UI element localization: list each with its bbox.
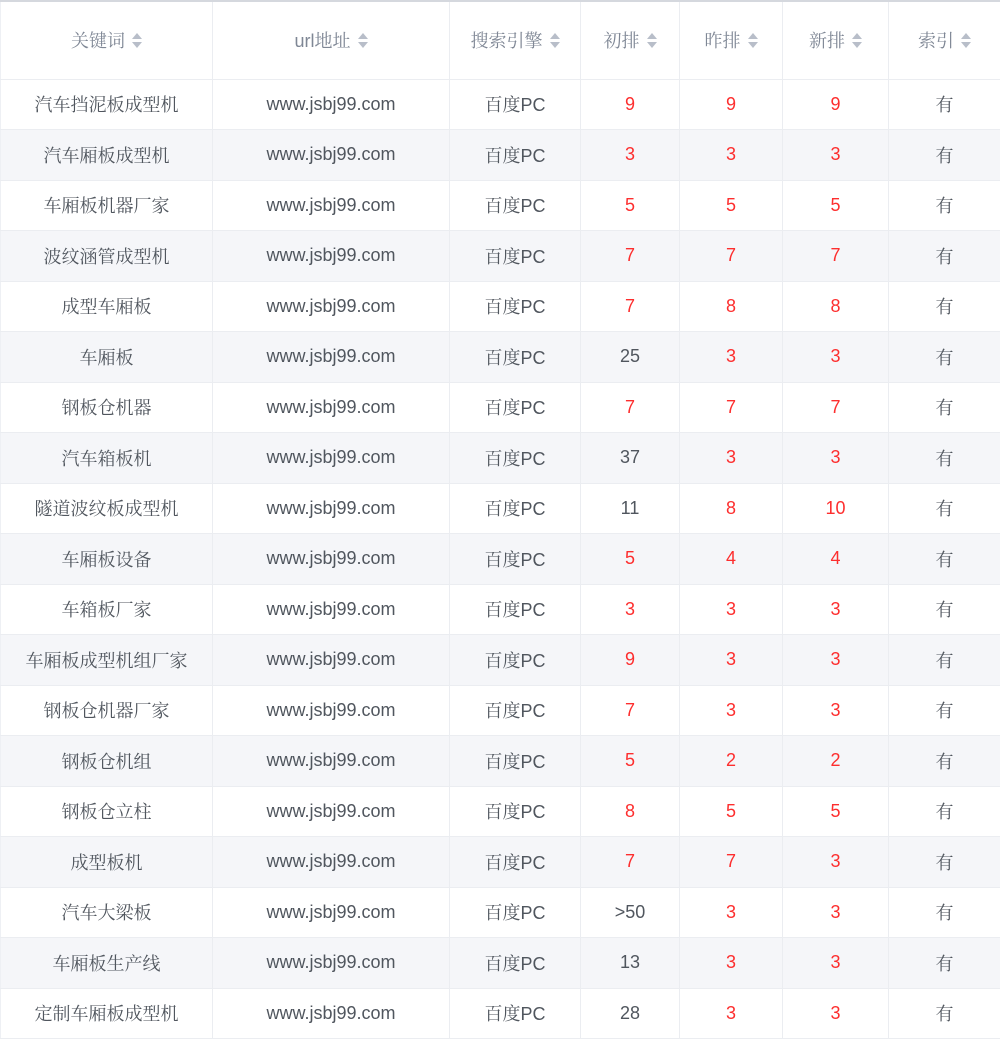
sort-ascending-icon[interactable] bbox=[852, 33, 862, 39]
initial-rank-cell: 9 bbox=[581, 79, 680, 130]
keyword-cell: 钢板仓机器厂家 bbox=[1, 685, 213, 736]
sort-icon[interactable] bbox=[132, 33, 142, 48]
keyword-cell: 成型板机 bbox=[1, 837, 213, 888]
table-row bbox=[1, 685, 1000, 736]
table-row bbox=[1, 938, 1000, 989]
new-rank-cell: 8 bbox=[783, 281, 889, 332]
engine-cell: 百度PC bbox=[450, 130, 581, 181]
yesterday-rank-cell: 3 bbox=[680, 685, 783, 736]
url-cell: www.jsbj99.com bbox=[213, 180, 450, 231]
column-label-url: url地址 bbox=[294, 31, 351, 52]
column-label-keyword: 关键词 bbox=[71, 31, 125, 52]
engine-cell: 百度PC bbox=[450, 837, 581, 888]
yesterday-rank-cell: 3 bbox=[680, 584, 783, 635]
sort-descending-icon[interactable] bbox=[358, 42, 368, 48]
table-row bbox=[1, 988, 1000, 1039]
keyword-cell: 车厢板成型机组厂家 bbox=[1, 635, 213, 686]
initial-rank-cell: 7 bbox=[581, 281, 680, 332]
initial-rank-cell: 37 bbox=[581, 433, 680, 484]
index-cell: 有 bbox=[889, 938, 1000, 989]
table-row bbox=[1, 79, 1000, 130]
index-cell: 有 bbox=[889, 281, 1000, 332]
column-header-engine[interactable] bbox=[450, 1, 581, 79]
table-row bbox=[1, 584, 1000, 635]
yesterday-rank-cell: 2 bbox=[680, 736, 783, 787]
column-header-url[interactable] bbox=[213, 1, 450, 79]
keyword-cell: 定制车厢板成型机 bbox=[1, 988, 213, 1039]
column-label-engine: 搜索引擎 bbox=[470, 31, 543, 52]
index-cell: 有 bbox=[889, 887, 1000, 938]
column-header-keyword[interactable] bbox=[1, 1, 213, 79]
index-cell: 有 bbox=[889, 786, 1000, 837]
url-cell: www.jsbj99.com bbox=[213, 837, 450, 888]
sort-ascending-icon[interactable] bbox=[961, 33, 971, 39]
index-cell: 有 bbox=[889, 988, 1000, 1039]
index-cell: 有 bbox=[889, 483, 1000, 534]
initial-rank-cell: 7 bbox=[581, 837, 680, 888]
initial-rank-cell: 7 bbox=[581, 382, 680, 433]
new-rank-cell: 3 bbox=[783, 332, 889, 383]
engine-cell: 百度PC bbox=[450, 332, 581, 383]
column-header-new_rank[interactable] bbox=[783, 1, 889, 79]
sort-icon[interactable] bbox=[550, 33, 560, 48]
keyword-cell: 成型车厢板 bbox=[1, 281, 213, 332]
index-cell: 有 bbox=[889, 534, 1000, 585]
engine-cell: 百度PC bbox=[450, 584, 581, 635]
engine-cell: 百度PC bbox=[450, 635, 581, 686]
column-header-index[interactable] bbox=[889, 1, 1000, 79]
engine-cell: 百度PC bbox=[450, 180, 581, 231]
yesterday-rank-cell: 3 bbox=[680, 938, 783, 989]
new-rank-cell: 2 bbox=[783, 736, 889, 787]
new-rank-cell: 3 bbox=[783, 938, 889, 989]
initial-rank-cell: 5 bbox=[581, 180, 680, 231]
index-cell: 有 bbox=[889, 736, 1000, 787]
yesterday-rank-cell: 4 bbox=[680, 534, 783, 585]
column-label-initial_rank: 初排 bbox=[603, 31, 640, 52]
initial-rank-cell: 3 bbox=[581, 584, 680, 635]
yesterday-rank-cell: 7 bbox=[680, 231, 783, 282]
new-rank-cell: 7 bbox=[783, 382, 889, 433]
index-cell: 有 bbox=[889, 180, 1000, 231]
keyword-cell: 汽车厢板成型机 bbox=[1, 130, 213, 181]
new-rank-cell: 5 bbox=[783, 180, 889, 231]
yesterday-rank-cell: 8 bbox=[680, 281, 783, 332]
new-rank-cell: 9 bbox=[783, 79, 889, 130]
yesterday-rank-cell: 3 bbox=[680, 887, 783, 938]
url-cell: www.jsbj99.com bbox=[213, 635, 450, 686]
keyword-cell: 汽车挡泥板成型机 bbox=[1, 79, 213, 130]
table-body bbox=[1, 79, 1000, 1039]
initial-rank-cell: 9 bbox=[581, 635, 680, 686]
index-cell: 有 bbox=[889, 382, 1000, 433]
sort-icon[interactable] bbox=[961, 33, 971, 48]
initial-rank-cell: 3 bbox=[581, 130, 680, 181]
sort-icon[interactable] bbox=[852, 33, 862, 48]
initial-rank-cell: 5 bbox=[581, 534, 680, 585]
sort-descending-icon[interactable] bbox=[132, 42, 142, 48]
new-rank-cell: 3 bbox=[783, 635, 889, 686]
sort-icon[interactable] bbox=[647, 33, 657, 48]
sort-descending-icon[interactable] bbox=[550, 42, 560, 48]
url-cell: www.jsbj99.com bbox=[213, 786, 450, 837]
table-row bbox=[1, 281, 1000, 332]
keyword-cell: 钢板仓机器 bbox=[1, 382, 213, 433]
initial-rank-cell: 7 bbox=[581, 685, 680, 736]
index-cell: 有 bbox=[889, 130, 1000, 181]
table-row bbox=[1, 736, 1000, 787]
keyword-cell: 车厢板设备 bbox=[1, 534, 213, 585]
sort-ascending-icon[interactable] bbox=[132, 33, 142, 39]
url-cell: www.jsbj99.com bbox=[213, 736, 450, 787]
engine-cell: 百度PC bbox=[450, 433, 581, 484]
new-rank-cell: 3 bbox=[783, 433, 889, 484]
url-cell: www.jsbj99.com bbox=[213, 332, 450, 383]
url-cell: www.jsbj99.com bbox=[213, 887, 450, 938]
url-cell: www.jsbj99.com bbox=[213, 483, 450, 534]
new-rank-cell: 3 bbox=[783, 584, 889, 635]
index-cell: 有 bbox=[889, 231, 1000, 282]
yesterday-rank-cell: 7 bbox=[680, 382, 783, 433]
table-row bbox=[1, 332, 1000, 383]
index-cell: 有 bbox=[889, 685, 1000, 736]
keyword-cell: 车厢板 bbox=[1, 332, 213, 383]
sort-ascending-icon[interactable] bbox=[358, 33, 368, 39]
keyword-cell: 车厢板生产线 bbox=[1, 938, 213, 989]
index-cell: 有 bbox=[889, 584, 1000, 635]
column-header-initial_rank[interactable] bbox=[581, 1, 680, 79]
sort-ascending-icon[interactable] bbox=[550, 33, 560, 39]
table-row bbox=[1, 887, 1000, 938]
engine-cell: 百度PC bbox=[450, 685, 581, 736]
new-rank-cell: 7 bbox=[783, 231, 889, 282]
engine-cell: 百度PC bbox=[450, 483, 581, 534]
index-cell: 有 bbox=[889, 332, 1000, 383]
new-rank-cell: 3 bbox=[783, 130, 889, 181]
url-cell: www.jsbj99.com bbox=[213, 534, 450, 585]
sort-ascending-icon[interactable] bbox=[748, 33, 758, 39]
engine-cell: 百度PC bbox=[450, 887, 581, 938]
new-rank-cell: 4 bbox=[783, 534, 889, 585]
yesterday-rank-cell: 9 bbox=[680, 79, 783, 130]
initial-rank-cell: 11 bbox=[581, 483, 680, 534]
index-cell: 有 bbox=[889, 837, 1000, 888]
keyword-cell: 钢板仓机组 bbox=[1, 736, 213, 787]
yesterday-rank-cell: 5 bbox=[680, 180, 783, 231]
sort-descending-icon[interactable] bbox=[852, 42, 862, 48]
url-cell: www.jsbj99.com bbox=[213, 79, 450, 130]
column-label-index: 索引 bbox=[918, 31, 954, 52]
column-header-yesterday_rank[interactable] bbox=[680, 1, 783, 79]
initial-rank-cell: >50 bbox=[581, 887, 680, 938]
url-cell: www.jsbj99.com bbox=[213, 433, 450, 484]
index-cell: 有 bbox=[889, 433, 1000, 484]
table-header bbox=[1, 1, 1000, 79]
column-label-new_rank: 新排 bbox=[809, 31, 845, 52]
sort-icon[interactable] bbox=[358, 33, 368, 48]
index-cell: 有 bbox=[889, 79, 1000, 130]
yesterday-rank-cell: 3 bbox=[680, 332, 783, 383]
table-row bbox=[1, 382, 1000, 433]
table-row bbox=[1, 483, 1000, 534]
header-row bbox=[1, 1, 1000, 79]
yesterday-rank-cell: 3 bbox=[680, 130, 783, 181]
new-rank-cell: 3 bbox=[783, 685, 889, 736]
engine-cell: 百度PC bbox=[450, 988, 581, 1039]
new-rank-cell: 3 bbox=[783, 837, 889, 888]
yesterday-rank-cell: 5 bbox=[680, 786, 783, 837]
keyword-cell: 钢板仓立柱 bbox=[1, 786, 213, 837]
keyword-cell: 汽车箱板机 bbox=[1, 433, 213, 484]
keyword-cell: 车厢板机器厂家 bbox=[1, 180, 213, 231]
table-row bbox=[1, 534, 1000, 585]
engine-cell: 百度PC bbox=[450, 736, 581, 787]
table-row bbox=[1, 786, 1000, 837]
new-rank-cell: 3 bbox=[783, 887, 889, 938]
table-row bbox=[1, 180, 1000, 231]
yesterday-rank-cell: 3 bbox=[680, 635, 783, 686]
yesterday-rank-cell: 7 bbox=[680, 837, 783, 888]
url-cell: www.jsbj99.com bbox=[213, 130, 450, 181]
yesterday-rank-cell: 3 bbox=[680, 988, 783, 1039]
sort-ascending-icon[interactable] bbox=[647, 33, 657, 39]
engine-cell: 百度PC bbox=[450, 382, 581, 433]
initial-rank-cell: 28 bbox=[581, 988, 680, 1039]
url-cell: www.jsbj99.com bbox=[213, 584, 450, 635]
initial-rank-cell: 25 bbox=[581, 332, 680, 383]
sort-icon[interactable] bbox=[748, 33, 758, 48]
index-cell: 有 bbox=[889, 635, 1000, 686]
initial-rank-cell: 13 bbox=[581, 938, 680, 989]
engine-cell: 百度PC bbox=[450, 534, 581, 585]
table-row bbox=[1, 837, 1000, 888]
sort-descending-icon[interactable] bbox=[961, 42, 971, 48]
initial-rank-cell: 8 bbox=[581, 786, 680, 837]
keyword-cell: 车箱板厂家 bbox=[1, 584, 213, 635]
initial-rank-cell: 7 bbox=[581, 231, 680, 282]
table-row bbox=[1, 635, 1000, 686]
table-row bbox=[1, 433, 1000, 484]
new-rank-cell: 10 bbox=[783, 483, 889, 534]
initial-rank-cell: 5 bbox=[581, 736, 680, 787]
url-cell: www.jsbj99.com bbox=[213, 281, 450, 332]
new-rank-cell: 5 bbox=[783, 786, 889, 837]
new-rank-cell: 3 bbox=[783, 988, 889, 1039]
yesterday-rank-cell: 3 bbox=[680, 433, 783, 484]
engine-cell: 百度PC bbox=[450, 231, 581, 282]
sort-descending-icon[interactable] bbox=[748, 42, 758, 48]
table-row bbox=[1, 130, 1000, 181]
url-cell: www.jsbj99.com bbox=[213, 988, 450, 1039]
engine-cell: 百度PC bbox=[450, 938, 581, 989]
url-cell: www.jsbj99.com bbox=[213, 685, 450, 736]
url-cell: www.jsbj99.com bbox=[213, 231, 450, 282]
table-row bbox=[1, 231, 1000, 282]
column-label-yesterday_rank: 昨排 bbox=[704, 31, 741, 52]
engine-cell: 百度PC bbox=[450, 79, 581, 130]
yesterday-rank-cell: 8 bbox=[680, 483, 783, 534]
keyword-cell: 隧道波纹板成型机 bbox=[1, 483, 213, 534]
keyword-cell: 波纹涵管成型机 bbox=[1, 231, 213, 282]
engine-cell: 百度PC bbox=[450, 786, 581, 837]
keyword-cell: 汽车大梁板 bbox=[1, 887, 213, 938]
sort-descending-icon[interactable] bbox=[647, 42, 657, 48]
engine-cell: 百度PC bbox=[450, 281, 581, 332]
url-cell: www.jsbj99.com bbox=[213, 938, 450, 989]
url-cell: www.jsbj99.com bbox=[213, 382, 450, 433]
